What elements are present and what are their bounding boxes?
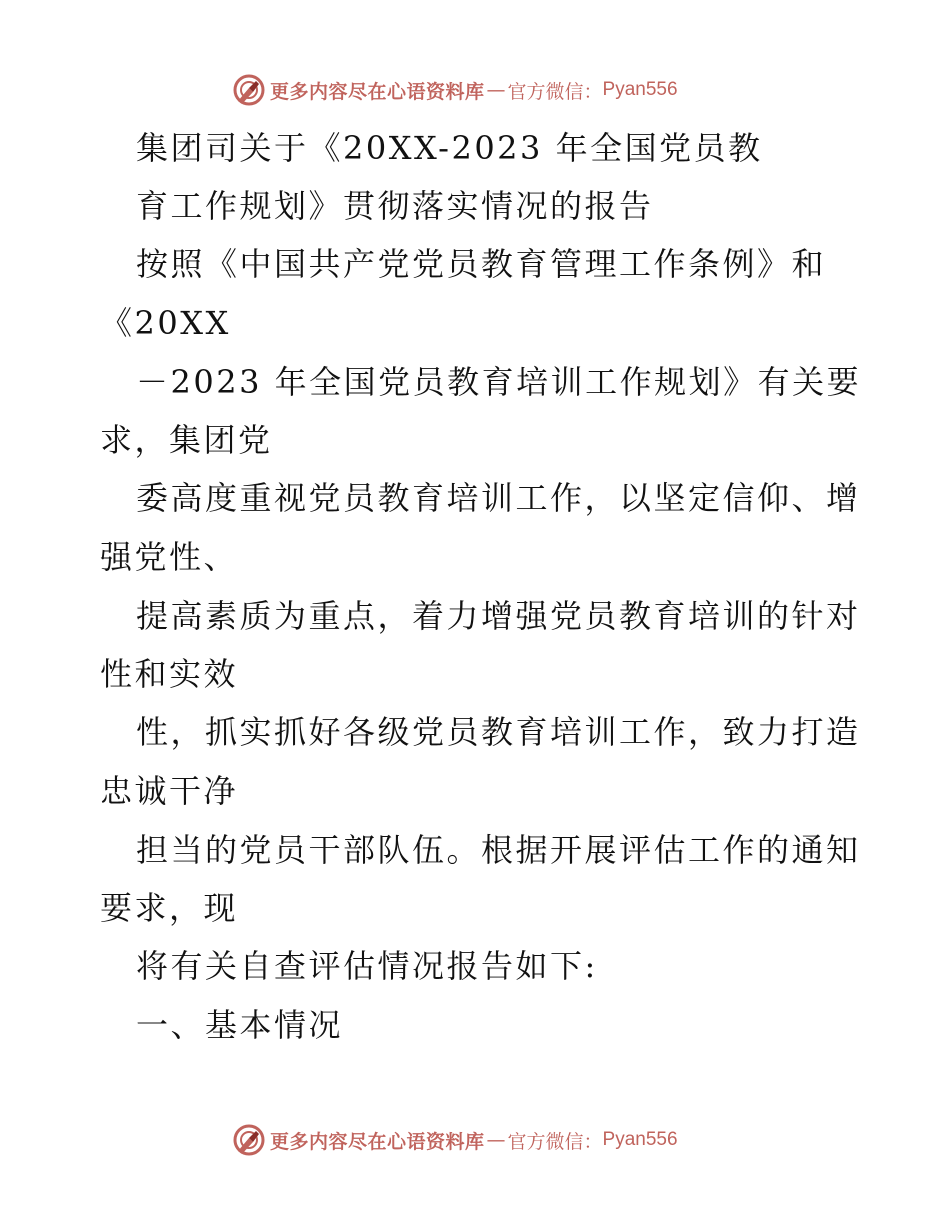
watermark-label: 官方微信： [507,1130,603,1153]
watermark-dash: — [486,1129,506,1151]
body-line: 性和实效 [100,655,239,693]
body-line: 求，集团党 [100,421,273,459]
watermark-dash: — [486,79,506,101]
body-line: 将有关自查评估情况报告如下: [136,947,598,985]
seal-logo-icon [232,73,266,107]
section-heading: 一、基本情况 [136,1006,344,1044]
watermark-brand: 更多内容尽在心语资料库 [270,80,485,103]
body-line: 强党性、 [100,538,239,576]
body-line: 委高度重视党员教育培训工作，以坚定信仰、增 [136,479,861,517]
body-line: 担当的党员干部队伍。根据开展评估工作的通知 [136,831,861,869]
body-line: 按照《中国共产党党员教育管理工作条例》和 [136,245,827,283]
body-line: 《20XX [100,304,231,342]
watermark-banner-top [232,73,678,107]
body-line: 提高素质为重点，着力增强党员教育培训的针对 [136,597,861,635]
body-line: 性，抓实抓好各级党员教育培训工作，致力打造 [136,713,861,751]
watermark-wechat-id: Pyan556 [602,1129,678,1150]
document-title-line-1: 集团司关于《20XX-2023 年全国党员教 [136,129,763,167]
seal-logo-icon [232,1123,266,1157]
body-line: 要求，现 [100,889,239,927]
watermark-brand: 更多内容尽在心语资料库 [270,1130,485,1153]
watermark-wechat-id: Pyan556 [602,79,678,100]
body-line: －2023 年全国党员教育培训工作规划》有关要 [136,363,862,401]
watermark-banner-bottom [232,1123,678,1157]
body-line: 忠诚干净 [100,772,239,810]
document-title-line-2: 育工作规划》贯彻落实情况的报告 [136,187,654,225]
watermark-label: 官方微信： [507,80,603,103]
